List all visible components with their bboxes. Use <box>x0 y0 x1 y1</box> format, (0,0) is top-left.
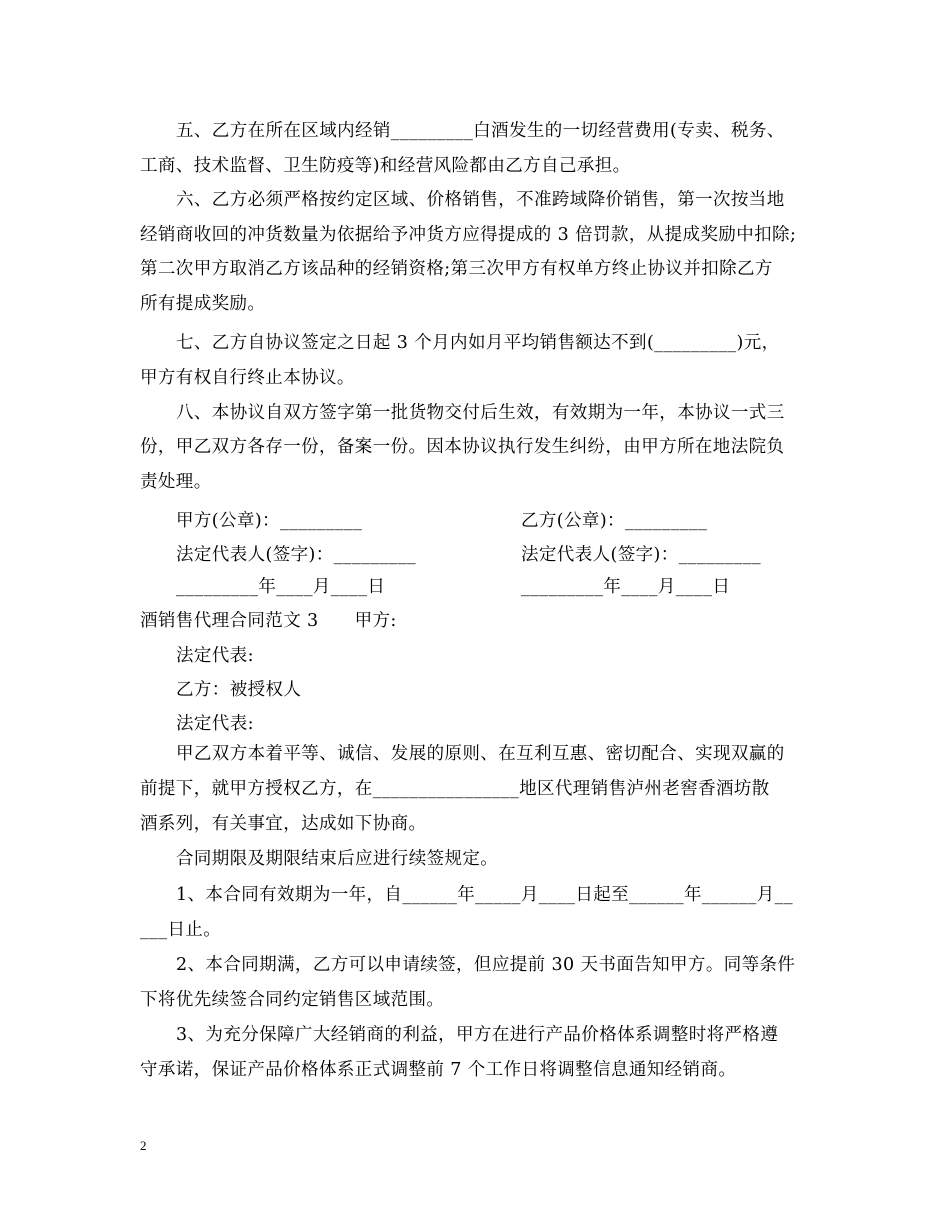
text-line: 五、乙方在所在区域内经销_________白酒发生的一切经营费用(专卖、税务、 <box>176 121 785 141</box>
text-line: 法定代表: <box>176 646 254 666</box>
party-a-label: 甲方: <box>354 611 397 631</box>
party-b-date: _________年____月____日 <box>521 577 731 597</box>
text-line: 六、乙方必须严格按约定区域、价格销售，不准跨域降价销售，第一次按当地 <box>176 190 785 210</box>
text-line: 甲乙双方本着平等、诚信、发展的原则、在互利互惠、密切配合、实现双赢的 <box>176 744 785 764</box>
party-a-representative: 法定代表人(签字)：_________ <box>176 545 417 565</box>
text-line: 第二次甲方取消乙方该品种的经销资格;第三次甲方有权单方终止协议并扣除乙方 <box>140 259 773 279</box>
text-line: 乙方：被授权人 <box>176 680 302 700</box>
text-line: 八、本协议自双方签字第一批货物交付后生效，有效期为一年，本协议一式三 <box>176 403 785 423</box>
text-line: ___日止。 <box>140 920 222 940</box>
text-line: 酒系列，有关事宜，达成如下协商。 <box>140 814 427 834</box>
party-b-representative: 法定代表人(签字)：_________ <box>521 545 762 565</box>
text-line: 甲方有权自行终止本协议。 <box>140 368 355 388</box>
text-line: 工商、技术监督、卫生防疫等)和经营风险都由乙方自己承担。 <box>140 156 631 176</box>
text-line: 七、乙方自协议签定之日起 3 个月内如月平均销售额达不到(_________)元， <box>176 333 780 353</box>
text-line: 份，甲乙双方各存一份，备案一份。因本协议执行发生纠纷，由甲方所在地法院负 <box>140 437 785 457</box>
text-line: 守承诺，保证产品价格体系正式调整前 7 个工作日将调整信息通知经销商。 <box>140 1060 737 1080</box>
text-line: 3、为充分保障广大经销商的利益，甲方在进行产品价格体系调整时将严格遵 <box>176 1025 779 1045</box>
text-line: 1、本合同有效期为一年，自______年_____月____日起至______年______月__ <box>176 885 793 905</box>
text-line: 经销商收回的冲货数量为依据给予冲货方应得提成的 3 倍罚款，从提成奖励中扣除; <box>140 225 797 245</box>
text-line: 所有提成奖励。 <box>140 294 266 314</box>
section-title: 酒销售代理合同范文 3 <box>140 611 319 631</box>
text-line: 前提下，就甲方授权乙方，在________________地区代理销售泸州老窖香酒坊散 <box>140 779 770 799</box>
party-a-seal: 甲方(公章)：_________ <box>176 511 363 531</box>
text-line: 2、本合同期满，乙方可以申请续签，但应提前 30 天书面告知甲方。同等条件 <box>176 955 796 975</box>
text-line: 责处理。 <box>140 472 212 492</box>
text-line: 合同期限及期限结束后应进行续签规定。 <box>176 849 499 869</box>
section-heading <box>140 610 397 632</box>
party-b-seal: 乙方(公章)：_________ <box>521 511 708 531</box>
party-a-date: _________年____月____日 <box>176 577 386 597</box>
text-line: 下将优先续签合同约定销售区域范围。 <box>140 990 445 1010</box>
page-number: 2 <box>140 1138 147 1153</box>
text-line: 法定代表: <box>176 714 254 734</box>
